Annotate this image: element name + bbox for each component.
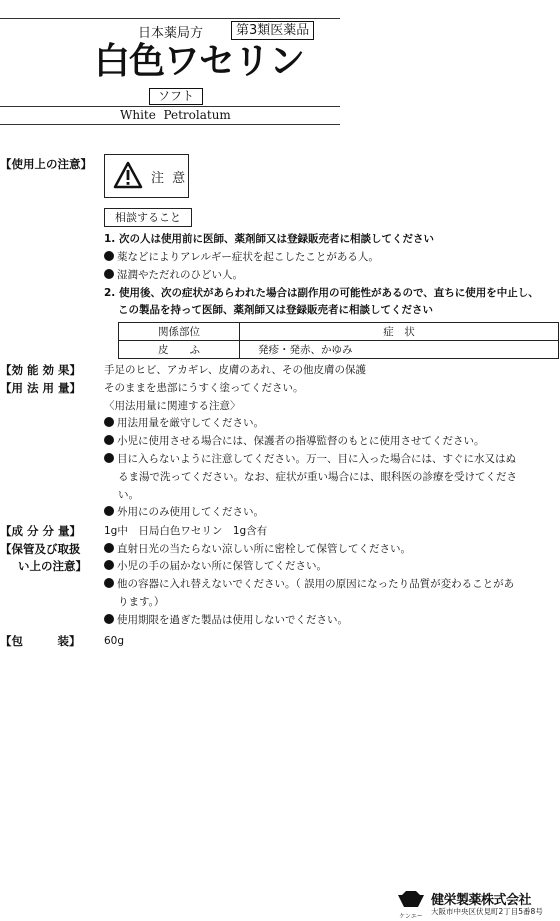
- table-header-cell: 症 状: [240, 323, 559, 341]
- efficacy-text: 手足のヒビ、アカギレ、皮膚のあれ、その他皮膚の保護: [104, 364, 366, 376]
- table-row: [119, 341, 559, 359]
- bullet-icon: [104, 543, 114, 553]
- product-name: 白色ワセリン: [94, 41, 305, 82]
- consult-box: 相談すること: [104, 208, 192, 227]
- bullet-icon: [104, 578, 114, 588]
- storage-item: 直射日光の当たらない涼しい所に密栓して保管してください。: [104, 541, 411, 558]
- dosage-text: そのままを患部にうすく塗ってください。: [104, 382, 304, 394]
- bullet-icon: [104, 269, 114, 279]
- table-cell: 発疹・発赤、かゆみ: [240, 341, 559, 359]
- bullet-icon: [104, 614, 114, 624]
- dosage-item-cont: るま湯で洗ってください。なお、症状が重い場合には、眼科医の診療を受けてくださ: [118, 471, 517, 483]
- variant-badge: ソフト: [149, 88, 203, 105]
- company-name: 健栄製薬株式会社: [431, 893, 532, 908]
- bottom-rule: [0, 124, 340, 125]
- company-address: 大阪市中央区伏見町2丁目5番8号: [431, 907, 543, 916]
- consult-item-2: 2. 使用後、次の症状があらわれた場合は副作用の可能性があるので、直ちに使用を中止し、: [104, 287, 539, 299]
- consult-item-1: 1. 次の人は使用前に医師、薬剤師又は登録販売者に相談してください: [104, 233, 434, 245]
- storage-label-cont: い上の注意】: [18, 559, 87, 573]
- package-text: 60g: [104, 635, 125, 647]
- storage-item: 小児の手の届かない所に保管してください。: [104, 558, 327, 575]
- bullet-icon: [104, 251, 114, 261]
- dosage-item: 目に入らないように注意してください。万一、目に入った場合には、すぐに水又はぬ: [104, 451, 516, 468]
- bullet-icon: [104, 560, 114, 570]
- warning-triangle-icon: [113, 161, 143, 189]
- package-label: 【包 装】: [0, 634, 81, 648]
- caution-text: 注 意: [151, 171, 188, 186]
- storage-item-cont: ります。）: [118, 596, 165, 608]
- bullet-icon: [104, 417, 114, 427]
- mid-rule: [0, 106, 340, 107]
- dosage-item: 小児に使用させる場合には、保護者の指導監督のもとに使用させてください。: [104, 433, 485, 450]
- consult-subitem: 薬などによりアレルギー症状を起こしたことがある人。: [104, 249, 379, 266]
- english-name: White Petrolatum: [120, 108, 231, 122]
- caution-box: [104, 154, 189, 198]
- company-logo: ケンエー: [396, 889, 426, 921]
- dosage-related-heading: 〈用法用量に関連する注意〉: [104, 400, 241, 412]
- table-header-cell: 関係部位: [119, 323, 240, 341]
- table-cell: 皮 ふ: [119, 341, 240, 359]
- category-badge: 第3類医薬品: [231, 21, 314, 40]
- dosage-item: 用法用量を厳守してください。: [104, 415, 264, 432]
- consult-item-2-cont: この製品を持って医師、薬剤師又は登録販売者に相談してください: [118, 304, 433, 316]
- dosage-label: 【用 法 用 量】: [0, 381, 82, 395]
- dosage-item-cont: い。: [118, 489, 139, 501]
- ingredients-text: 1g中 日局白色ワセリン 1g含有: [104, 525, 268, 537]
- bullet-icon: [104, 435, 114, 445]
- dosage-item: 外用にのみ使用してください。: [104, 504, 264, 521]
- table-header-row: [119, 323, 559, 341]
- bullet-icon: [104, 506, 114, 516]
- efficacy-label: 【効 能 効 果】: [0, 363, 82, 377]
- jp-pharmacopoeia: 日本薬局方: [138, 26, 204, 41]
- symptom-table: [118, 322, 559, 359]
- bullet-icon: [104, 453, 114, 463]
- consult-subitem: 湿潤やただれのひどい人。: [104, 267, 243, 284]
- kenei-logo-icon: [396, 889, 426, 909]
- ingredients-label: 【成 分 分 量】: [0, 524, 82, 538]
- precautions-label: 【使用上の注意】: [0, 157, 92, 171]
- storage-item: 他の容器に入れ替えないでください。（ 誤用の原因になったり品質が変わることがあ: [104, 576, 514, 593]
- storage-label: 【保管及び取扱: [0, 542, 81, 556]
- storage-item: 使用期限を過ぎた製品は使用しないでください。: [104, 612, 348, 629]
- top-rule: [0, 18, 340, 19]
